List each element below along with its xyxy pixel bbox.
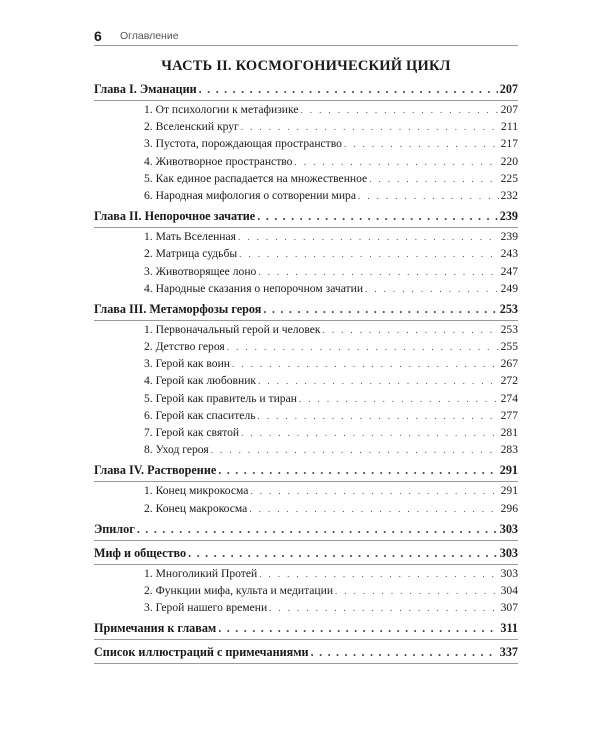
entry-title: 1. Многоликий Протей xyxy=(144,566,258,580)
toc-section-entry xyxy=(94,228,518,245)
entry-title: 3. Герой как воин xyxy=(144,357,230,371)
dot-leader xyxy=(241,119,499,135)
entry-page-number: 274 xyxy=(500,391,518,405)
entry-title: 5. Герой как правитель и тиран xyxy=(144,391,297,405)
entry-page-number: 253 xyxy=(500,322,518,336)
dot-leader xyxy=(299,391,499,407)
dot-leader xyxy=(218,618,498,639)
entry-page-number: 267 xyxy=(500,357,518,371)
entry-title: 6. Народная мифология о сотворении мира xyxy=(144,188,357,202)
entry-page-number: 239 xyxy=(499,209,518,224)
part-title: ЧАСТЬ II. КОСМОГОНИЧЕСКИЙ ЦИКЛ xyxy=(161,58,451,74)
dot-leader xyxy=(227,339,499,355)
entry-page-number: 307 xyxy=(500,601,518,615)
dot-leader xyxy=(259,566,498,582)
entry-page-number: 291 xyxy=(499,463,518,478)
dot-leader xyxy=(258,373,499,389)
dot-leader xyxy=(323,322,499,338)
table-of-contents xyxy=(94,79,518,666)
entry-page-number: 211 xyxy=(501,120,518,134)
dot-leader xyxy=(188,543,498,564)
entry-page-number: 283 xyxy=(500,443,518,457)
dot-leader xyxy=(335,583,499,599)
entry-title: Примечания к главам xyxy=(94,621,217,636)
dot-leader xyxy=(211,442,499,458)
entry-title: Эпилог xyxy=(94,521,135,536)
entry-title: Глава I. Эманации xyxy=(94,82,197,96)
entry-page-number: 296 xyxy=(500,501,518,515)
dot-leader xyxy=(199,79,498,100)
toc-section-entry xyxy=(94,280,518,297)
toc-section-entry xyxy=(94,355,518,372)
entry-title: Список иллюстраций с примечаниями xyxy=(94,645,309,660)
toc-section-entry xyxy=(94,390,518,407)
toc-section-entry xyxy=(94,118,518,135)
toc-section-entry xyxy=(94,153,518,170)
dot-leader xyxy=(238,229,499,245)
entry-title: 1. Конец микрокосма xyxy=(144,484,249,498)
entry-title: 7. Герой как святой xyxy=(144,426,240,439)
toc-section-entry xyxy=(94,441,518,458)
dot-leader xyxy=(358,188,499,204)
entry-page-number: 255 xyxy=(500,340,518,354)
toc-chapter-entry xyxy=(94,206,518,228)
entry-page-number: 217 xyxy=(500,137,518,151)
entry-title: 2. Вселенский круг xyxy=(144,120,239,134)
running-head xyxy=(94,30,518,46)
entry-page-number: 304 xyxy=(500,583,518,597)
page-number: 6 xyxy=(94,28,102,44)
entry-page-number: 337 xyxy=(499,645,518,660)
toc-section-entry xyxy=(94,101,518,118)
toc-chapter-entry xyxy=(94,642,518,664)
dot-leader xyxy=(263,299,497,320)
dot-leader xyxy=(294,154,498,170)
toc-section-entry xyxy=(94,170,518,187)
toc-section-entry xyxy=(94,245,518,262)
entry-title: 3. Животворящее лоно xyxy=(144,264,257,278)
entry-page-number: 207 xyxy=(499,82,518,96)
entry-title: 3. Герой нашего времени xyxy=(144,601,268,615)
entry-page-number: 303 xyxy=(499,521,518,536)
entry-page-number: 225 xyxy=(500,171,518,185)
dot-leader xyxy=(137,519,498,540)
toc-section-entry xyxy=(94,135,518,152)
dot-leader xyxy=(301,102,499,118)
entry-title: 8. Уход героя xyxy=(144,443,209,457)
toc-chapter-entry xyxy=(94,618,518,640)
entry-title: 2. Детство героя xyxy=(144,340,225,354)
entry-page-number: 249 xyxy=(500,281,518,295)
entry-page-number: 281 xyxy=(500,426,518,439)
group-spacer xyxy=(94,664,518,666)
entry-page-number: 232 xyxy=(500,188,518,202)
dot-leader xyxy=(269,600,498,616)
entry-title: 1. Первоначальный герой и человек xyxy=(144,322,321,336)
toc-section-entry xyxy=(94,263,518,280)
entry-page-number: 239 xyxy=(500,230,518,244)
entry-title: 4. Животворное пространство xyxy=(144,154,293,168)
entry-title: 4. Народные сказания о непорочном зачатии xyxy=(144,281,364,295)
dot-leader xyxy=(232,356,499,372)
entry-page-number: 277 xyxy=(500,408,518,422)
entry-title: 2. Функции мифа, культа и медитации xyxy=(144,583,334,597)
toc-chapter-entry xyxy=(94,299,518,321)
toc-section-entry xyxy=(94,321,518,338)
entry-title: 5. Как единое распадается на множественное xyxy=(144,171,368,185)
dot-leader xyxy=(344,136,499,152)
dot-leader xyxy=(218,460,497,481)
toc-section-entry xyxy=(94,582,518,599)
dot-leader xyxy=(258,264,498,280)
toc-section-entry xyxy=(94,187,518,204)
toc-chapter-entry xyxy=(94,543,518,565)
entry-title: 2. Матрица судьбы xyxy=(144,247,238,261)
toc-chapter-entry xyxy=(94,460,518,482)
entry-page-number: 311 xyxy=(500,621,518,636)
toc-section-entry xyxy=(94,372,518,389)
entry-title: 1. Мать Вселенная xyxy=(144,230,236,244)
toc-section-entry xyxy=(94,599,518,616)
toc-section-entry xyxy=(94,565,518,582)
entry-title: 6. Герой как спаситель xyxy=(144,408,256,422)
toc-section-entry xyxy=(94,424,518,441)
dot-leader xyxy=(369,171,498,187)
dot-leader xyxy=(311,642,498,663)
entry-title: 4. Герой как любовник xyxy=(144,374,257,388)
entry-title: Миф и общество xyxy=(94,545,187,560)
toc-chapter-entry xyxy=(94,79,518,101)
entry-title: Глава II. Непорочное зачатие xyxy=(94,209,256,224)
entry-page-number: 303 xyxy=(499,545,518,560)
dot-leader xyxy=(365,281,499,297)
dot-leader xyxy=(239,246,498,262)
entry-title: Глава IV. Растворение xyxy=(94,463,217,478)
toc-chapter-entry xyxy=(94,519,518,541)
entry-title: 3. Пустота, порождающая пространство xyxy=(144,137,342,151)
entry-page-number: 220 xyxy=(500,154,518,168)
toc-section-entry xyxy=(94,407,518,424)
entry-page-number: 247 xyxy=(500,264,518,278)
entry-title: 1. От психологии к метафизике xyxy=(144,103,299,116)
toc-section-entry xyxy=(94,500,518,517)
entry-title: Глава III. Метаморфозы героя xyxy=(94,301,262,316)
entry-page-number: 207 xyxy=(500,103,518,116)
entry-page-number: 243 xyxy=(500,247,518,261)
dot-leader xyxy=(258,408,499,424)
entry-page-number: 291 xyxy=(500,484,518,498)
entry-title: 2. Конец макрокосма xyxy=(144,501,248,515)
entry-page-number: 303 xyxy=(500,566,518,580)
running-title: Оглавление xyxy=(120,30,179,42)
dot-leader xyxy=(250,483,498,499)
dot-leader xyxy=(241,425,499,441)
dot-leader xyxy=(257,206,498,227)
toc-section-entry xyxy=(94,482,518,499)
entry-page-number: 253 xyxy=(499,301,518,316)
toc-section-entry xyxy=(94,338,518,355)
entry-page-number: 272 xyxy=(500,374,518,388)
dot-leader xyxy=(249,501,498,517)
